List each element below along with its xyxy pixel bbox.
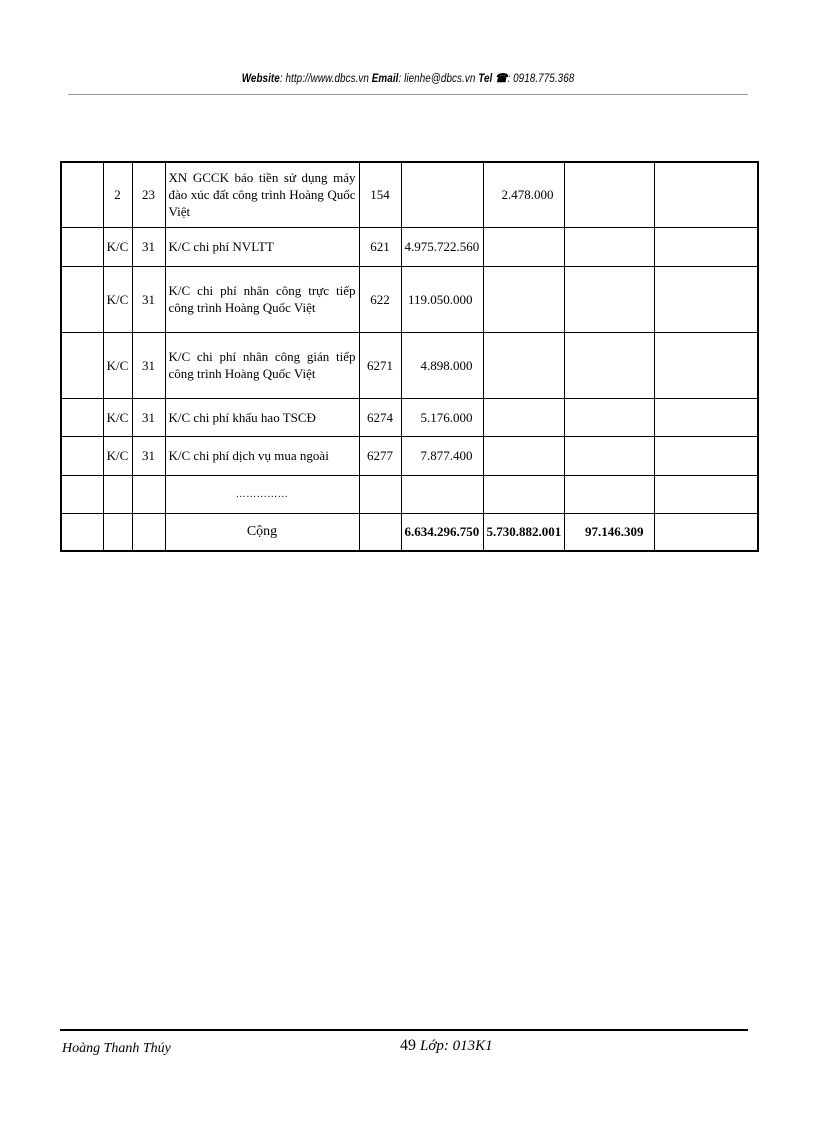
doc-number-cell: 31 xyxy=(132,332,165,398)
ellipsis-cell: …………… xyxy=(165,475,359,513)
empty-cell xyxy=(359,513,401,551)
empty-cell xyxy=(132,513,165,551)
debit-cell: 4.898.000 xyxy=(401,332,483,398)
debit-cell: 119.050.000 xyxy=(401,266,483,332)
description-cell: XN GCCK báo tiền sử dụng máy đào xúc đất công trình Hoàng Quốc Việt xyxy=(165,162,359,227)
empty-cell xyxy=(61,266,103,332)
description-cell: K/C chi phí nhân công gián tiếp công trình Hoàng Quốc Việt xyxy=(165,332,359,398)
debit-cell: 5.176.000 xyxy=(401,398,483,436)
total-label: Cộng xyxy=(165,513,359,551)
empty-cell xyxy=(654,436,758,475)
account-cell: 621 xyxy=(359,227,401,266)
empty-cell xyxy=(654,266,758,332)
page-header xyxy=(73,71,742,85)
empty-cell xyxy=(61,162,103,227)
doc-number-cell: 31 xyxy=(132,436,165,475)
credit-cell: 2.478.000 xyxy=(483,162,564,227)
empty-cell xyxy=(61,513,103,551)
table-row xyxy=(61,266,758,332)
balance-cell xyxy=(564,162,654,227)
table-row xyxy=(61,475,758,513)
page-number: 49 xyxy=(400,1037,416,1054)
total-debit: 6.634.296.750 xyxy=(401,513,483,551)
tel-label: Tel ☎ xyxy=(478,71,508,85)
account-cell xyxy=(359,475,401,513)
date-cell: K/C xyxy=(103,436,132,475)
date-cell xyxy=(103,475,132,513)
empty-cell xyxy=(654,475,758,513)
date-cell: K/C xyxy=(103,398,132,436)
account-cell: 6277 xyxy=(359,436,401,475)
doc-number-cell: 31 xyxy=(132,227,165,266)
balance-cell xyxy=(564,475,654,513)
email-value: : lienhe@dbcs.vn xyxy=(398,71,476,85)
table-row xyxy=(61,162,758,227)
ledger-table xyxy=(60,161,759,552)
credit-cell xyxy=(483,398,564,436)
doc-number-cell xyxy=(132,475,165,513)
credit-cell xyxy=(483,332,564,398)
email-label: Email xyxy=(371,71,399,85)
account-cell: 6271 xyxy=(359,332,401,398)
description-cell: K/C chi phí NVLTT xyxy=(165,227,359,266)
doc-number-cell: 31 xyxy=(132,398,165,436)
account-cell: 622 xyxy=(359,266,401,332)
balance-cell xyxy=(564,436,654,475)
balance-cell xyxy=(564,227,654,266)
balance-cell xyxy=(564,332,654,398)
account-cell: 154 xyxy=(359,162,401,227)
account-cell: 6274 xyxy=(359,398,401,436)
table-row xyxy=(61,436,758,475)
credit-cell xyxy=(483,475,564,513)
debit-cell xyxy=(401,162,483,227)
empty-cell xyxy=(654,332,758,398)
empty-cell xyxy=(61,436,103,475)
empty-cell xyxy=(61,332,103,398)
total-row xyxy=(61,513,758,551)
empty-cell xyxy=(654,162,758,227)
table-row xyxy=(61,227,758,266)
description-cell: K/C chi phí dịch vụ mua ngoài xyxy=(165,436,359,475)
website-label: Website xyxy=(241,71,280,85)
empty-cell xyxy=(654,513,758,551)
doc-number-cell: 23 xyxy=(132,162,165,227)
debit-cell: 7.877.400 xyxy=(401,436,483,475)
table-row xyxy=(61,398,758,436)
description-cell: K/C chi phí khấu hao TSCĐ xyxy=(165,398,359,436)
class-label: Lớp: 013K1 xyxy=(420,1038,493,1054)
credit-cell xyxy=(483,266,564,332)
balance-cell xyxy=(564,398,654,436)
debit-cell xyxy=(401,475,483,513)
footer-divider xyxy=(60,1029,748,1031)
empty-cell xyxy=(61,227,103,266)
debit-cell: 4.975.722.560 xyxy=(401,227,483,266)
balance-cell xyxy=(564,266,654,332)
total-credit: 5.730.882.001 xyxy=(483,513,564,551)
description-cell: K/C chi phí nhân công trực tiếp công trình Hoàng Quốc Việt xyxy=(165,266,359,332)
doc-number-cell: 31 xyxy=(132,266,165,332)
empty-cell xyxy=(103,513,132,551)
header-divider xyxy=(68,94,748,95)
credit-cell xyxy=(483,436,564,475)
date-cell: K/C xyxy=(103,332,132,398)
empty-cell xyxy=(654,398,758,436)
empty-cell xyxy=(654,227,758,266)
empty-cell xyxy=(61,398,103,436)
tel-value: : 0918.775.368 xyxy=(507,71,575,85)
footer-author: Hoàng Thanh Thúy xyxy=(62,1041,171,1056)
total-balance: 97.146.309 xyxy=(564,513,654,551)
date-cell: K/C xyxy=(103,266,132,332)
date-cell: 2 xyxy=(103,162,132,227)
website-value: : http://www.dbcs.vn xyxy=(279,71,369,85)
credit-cell xyxy=(483,227,564,266)
date-cell: K/C xyxy=(103,227,132,266)
footer-page-info xyxy=(400,1037,493,1055)
table-row xyxy=(61,332,758,398)
empty-cell xyxy=(61,475,103,513)
